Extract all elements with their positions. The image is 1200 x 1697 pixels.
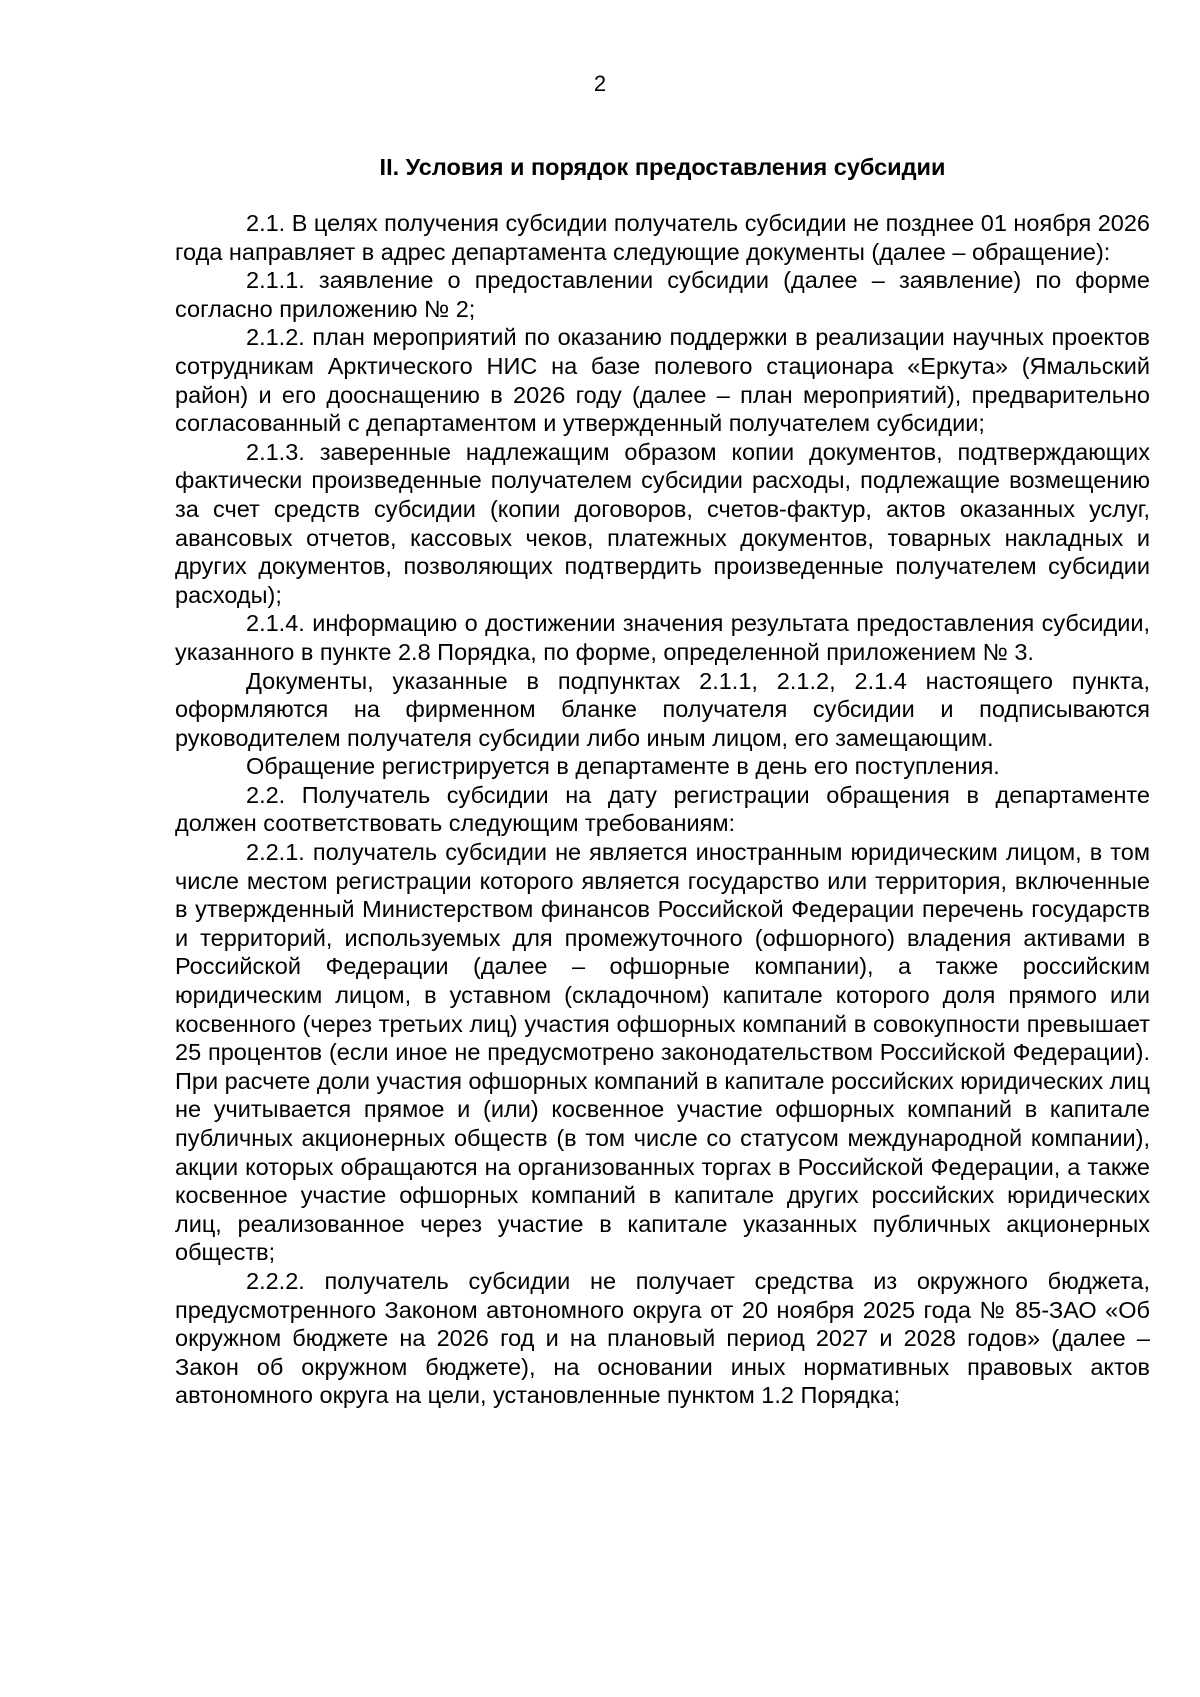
paragraph-2-1-1: 2.1.1. заявление о предоставлении субсидии (далее – заявление) по форме согласно приложению № 2;: [175, 267, 1150, 322]
paragraph-2-1-2: 2.1.2. план мероприятий по оказанию поддержки в реализации научных проектов сотрудникам Арктического НИС на базе полевого стационара «Еркута» (Ямальский район) и его дооснащению в 2026 году (далее – план мероприятий), предварительно согласованный с департаментом и утвержденный получателем субсидии;: [175, 324, 1150, 437]
section-title: II. Условия и порядок предоставления субсидии: [379, 154, 946, 180]
paragraph-2-2-1: 2.2.1. получатель субсидии не является иностранным юридическим лицом, в том числе местом регистрации которого является государство или территория, включенные в утвержденный Министерством финансов Российской Федерации перечень государств и территорий, используемых для промежуточного (офшорного) владения активами в Российской Федерации (далее – офшорные компании), а также российским юридическим лицом, в уставном (складочном) капитале которого доля прямого или косвенного (через третьих лиц) участия офшорных компаний в совокупности превышает 25 процентов (если иное не предусмотрено законодательством Российской Федерации). При расчете доли участия офшорных компаний в капитале российских юридических лиц не учитывается прямое и (или) косвенное участие офшорных компаний в капитале публичных акционерных обществ (в том числе со статусом международной компании), акции которых обращаются на организованных торгах в Российской Федерации, а также косвенное участие офшорных компаний в капитале других российских юридических лиц, реализованное через участие в капитале указанных публичных акционерных обществ;: [175, 839, 1150, 1266]
paragraph-2-1-3: 2.1.3. заверенные надлежащим образом копии документов, подтверждающих фактически произведенные получателем субсидии расходы, подлежащие возмещению за счет средств субсидии (копии договоров, счетов-фактур, актов оказанных услуг, авансовых отчетов, кассовых чеков, платежных документов, товарных накладных и других документов, позволяющих подтвердить произведенные получателем субсидии расходы);: [175, 438, 1150, 608]
page-number: 2: [593, 71, 607, 96]
paragraph-registration-note: Обращение регистрируется в департаменте в день его поступления.: [246, 753, 1000, 780]
paragraph-2-1-4: 2.1.4. информацию о достижении значения результата предоставления субсидии, указанного в пункте 2.8 Порядка, по форме, определенной приложением № 3.: [175, 610, 1150, 665]
paragraph-2-2-2: 2.2.2. получатель субсидии не получает средства из окружного бюджета, предусмотренного Законом автономного округа от 20 ноября 2025 года № 85-ЗАО «Об окружном бюджете на 2026 год и на плановый период 2027 и 2028 годов» (далее – Закон об окружном бюджете), на основании иных нормативных правовых актов автономного округа на цели, установленные пунктом 1.2 Порядка;: [175, 1267, 1150, 1409]
paragraph-2-1: 2.1. В целях получения субсидии получатель субсидии не позднее 01 ноября 2026 года направляет в адрес департамента следующие документы (далее – обращение):: [175, 210, 1150, 265]
paragraph-documents-note: Документы, указанные в подпунктах 2.1.1, 2.1.2, 2.1.4 настоящего пункта, оформляются на фирменном бланке получателя субсидии и подписываются руководителем получателя субсидии либо иным лицом, его замещающим.: [175, 667, 1150, 751]
paragraph-2-2: 2.2. Получатель субсидии на дату регистрации обращения в департаменте должен соответствовать следующим требованиям:: [175, 781, 1150, 837]
document-body: [175, 209, 1150, 1410]
